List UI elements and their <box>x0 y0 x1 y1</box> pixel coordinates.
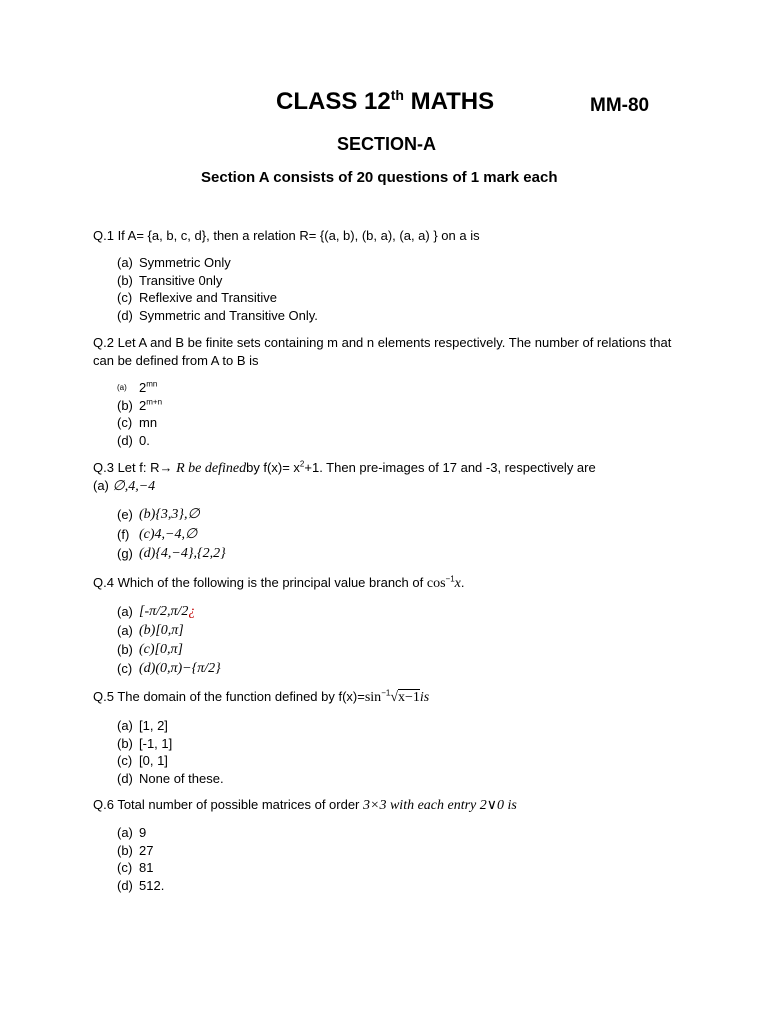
option-label: (g) <box>117 546 133 561</box>
option <box>117 717 224 735</box>
option <box>117 842 164 860</box>
option-label: (f) <box>117 526 130 542</box>
question-3 <box>93 459 596 478</box>
option <box>117 254 318 272</box>
option-label: (d) <box>117 432 133 448</box>
title-subject: MATHS <box>403 88 495 115</box>
q3-mid: by f(x)= x <box>246 460 300 475</box>
option-label: (b) <box>117 642 133 657</box>
option-glyph: ¿ <box>188 604 196 619</box>
section-instructions: Section A consists of 20 questions of 1 mark each <box>201 169 558 186</box>
arrow-icon: → <box>159 460 173 475</box>
q4-variable: x <box>454 576 461 591</box>
option-label: (a) <box>93 478 109 493</box>
option-text: [-π/2,π/2 <box>139 604 189 619</box>
option-label: (a) <box>117 623 133 638</box>
question-6 <box>93 796 517 815</box>
option-text: (b){3,3},∅ <box>139 507 200 522</box>
q4-text: Q.4 Which of the following is the principal value branch of <box>93 575 424 590</box>
option-text: None of these. <box>139 770 224 786</box>
option-text: [-1, 1] <box>139 735 173 751</box>
section-heading: SECTION-A <box>337 134 436 154</box>
option-exponent: m+n <box>146 397 163 407</box>
option-text: Symmetric and Transitive Only. <box>139 307 318 323</box>
question-6-options <box>117 824 164 894</box>
q3-suffix: +1. Then pre-images of 17 and -3, respectively are <box>304 460 596 475</box>
q4-end: . <box>460 575 465 590</box>
q5-tail: is <box>419 690 430 705</box>
option <box>117 379 162 397</box>
option <box>117 752 224 770</box>
option <box>117 621 221 640</box>
option-label: (c) <box>117 860 133 875</box>
option-text: 0. <box>139 432 150 448</box>
option <box>117 659 221 678</box>
option <box>117 505 226 525</box>
option-label: (c) <box>117 415 133 430</box>
option-text: Transitive 0nly <box>139 272 223 288</box>
option-text: Reflexive and Transitive <box>139 290 278 305</box>
question-3-line2 <box>93 477 155 496</box>
question-5 <box>93 688 429 707</box>
option-label: (d) <box>117 770 133 786</box>
q5-exponent: −1 <box>381 688 391 698</box>
question-1: Q.1 If A= {a, b, c, d}, then a relation R= {(a, b), (b, a), (a, a) } on a is <box>93 228 480 243</box>
option-text: (d){4,−4},{2,2} <box>139 546 226 561</box>
option-label: (c) <box>117 753 133 768</box>
option-label: (c) <box>117 661 133 676</box>
sqrt-icon: √ <box>390 690 398 705</box>
option <box>117 735 224 753</box>
option-label: (a) <box>117 825 133 840</box>
question-1-options <box>117 254 318 324</box>
option-text: (d)(0,π)−{π/2} <box>139 661 221 676</box>
q5-function: sin <box>364 690 382 705</box>
option-text: 81 <box>139 860 154 875</box>
option <box>117 397 162 415</box>
option <box>117 272 318 290</box>
option-text: 9 <box>139 825 147 840</box>
paper-title <box>276 88 494 116</box>
q4-exponent: −1 <box>445 574 455 584</box>
option-label: (d) <box>117 877 133 893</box>
option-text: Symmetric Only <box>139 255 231 270</box>
option-text: [0, 1] <box>139 753 168 768</box>
option <box>117 602 221 621</box>
question-2-options <box>117 379 162 449</box>
q5-radicand: x−1 <box>398 690 420 705</box>
option <box>117 877 164 895</box>
option-label: (c) <box>117 290 133 305</box>
option-label: (b) <box>117 842 133 858</box>
option-text: 27 <box>139 842 154 858</box>
option-label: (a) <box>117 255 133 270</box>
option-text: (c)[0,π] <box>139 642 183 657</box>
option <box>117 525 226 545</box>
q5-text: Q.5 The domain of the function defined by f(x)= <box>93 689 365 704</box>
option-label: (b) <box>117 397 133 413</box>
option-label: (a) <box>117 718 133 733</box>
option-text: [1, 2] <box>139 718 168 733</box>
q3-math: R be defined <box>176 461 247 476</box>
option-label: (a) <box>117 604 133 619</box>
question-2: Q.2 Let A and B be finite sets containing m and n elements respectively. The number of relations that can be defined from A to B is <box>93 335 672 368</box>
option-text: mn <box>139 415 158 430</box>
option-label: (b) <box>117 735 133 751</box>
option-base: 2 <box>139 380 147 395</box>
option-label: (b) <box>117 272 133 288</box>
option-text: 512. <box>139 877 165 893</box>
option <box>117 824 164 842</box>
option <box>117 307 318 325</box>
option-base: 2 <box>139 397 147 413</box>
option-text: (b)[0,π] <box>139 623 184 638</box>
option-text: (c)4,−4,∅ <box>139 526 198 542</box>
option-text: ∅,4,−4 <box>112 479 156 494</box>
option-label: (d) <box>117 307 133 323</box>
question-4-options <box>117 602 221 678</box>
q4-function: cos <box>426 576 446 591</box>
option <box>117 859 164 877</box>
question-3-options <box>117 505 226 564</box>
option <box>117 289 318 307</box>
option <box>117 544 226 564</box>
question-4 <box>93 574 465 593</box>
option-label: (a) <box>117 383 127 392</box>
option <box>117 432 162 450</box>
question-5-options <box>117 717 224 787</box>
q3-prefix: Q.3 Let f: R <box>93 460 160 475</box>
option <box>117 640 221 659</box>
title-text: CLASS 12 <box>276 88 391 115</box>
option <box>117 414 162 432</box>
q3-exponent: 2 <box>299 459 305 469</box>
option-exponent: mn <box>146 379 158 389</box>
title-superscript: th <box>390 87 404 103</box>
max-marks: MM-80 <box>590 95 650 116</box>
option-label: (e) <box>117 507 133 522</box>
q6-text: Q.6 Total number of possible matrices of order <box>93 797 360 812</box>
option <box>117 770 224 788</box>
q6-math: 3×3 with each entry 2∨0 is <box>363 798 517 813</box>
